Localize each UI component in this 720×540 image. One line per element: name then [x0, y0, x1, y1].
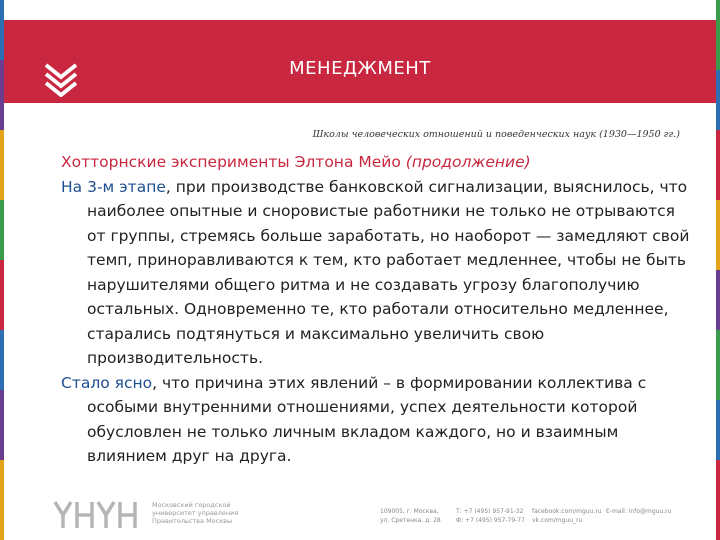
section-subtitle: Школы человеческих отношений и поведенческих наук (1930—1950 гг.) [312, 129, 680, 140]
footer-address: 109005, г. Москва, ул. Сретенка, д. 28 [380, 508, 441, 524]
footer [0, 490, 720, 540]
paragraph-text: , при производстве банковской сигнализации, выяснилось, что наиболее опытные и сноровистые работники не только не отрываются от группы, стремясь больше заработать, но наоборот — замедляют свой темп, приноравливаются к тем, кто работает медленнее, чтобы не быть нарушителями общего ритма и не создавать угрозу благополучию остальных. Одновременно те, кто работали относительно медленнее, старались подтянуться и максимально увеличить свою производительность. [87, 177, 690, 367]
slide-content [61, 150, 691, 469]
heading-main: Хоттoрнские эксперименты Элтона Мейо [61, 153, 401, 171]
university-logo [52, 500, 144, 530]
footer-phone: Т: +7 (495) 957-91-32 Ф: +7 (495) 957-79-77 [456, 508, 525, 524]
paragraph-conclusion [61, 371, 691, 469]
paragraph-lead: На 3-м этапе [61, 177, 166, 196]
footer-email[interactable]: E-mail: info@mguu.ru [606, 508, 672, 515]
header-banner [4, 20, 716, 103]
paragraph-stage-3 [61, 175, 691, 371]
footer-social-links[interactable]: facebook.com/mguu.ru vk.com/mguu_ru [532, 508, 602, 524]
paragraph-text: , что причина этих явлений – в формировании коллектива с особыми внутренними отношениями, успех деятельности которой обусловлен не только личным вкладом каждого, но и взаимным влиянием друг на друга. [87, 373, 647, 465]
content-heading [61, 150, 691, 175]
heading-paren: (продолжение) [405, 153, 531, 171]
paragraph-lead: Стало ясно [61, 373, 153, 392]
page-title: МЕНЕДЖМЕНТ [289, 58, 431, 79]
organization-name: Московский городской университет управления Правительства Москвы [152, 501, 239, 525]
right-color-strip [716, 0, 720, 540]
